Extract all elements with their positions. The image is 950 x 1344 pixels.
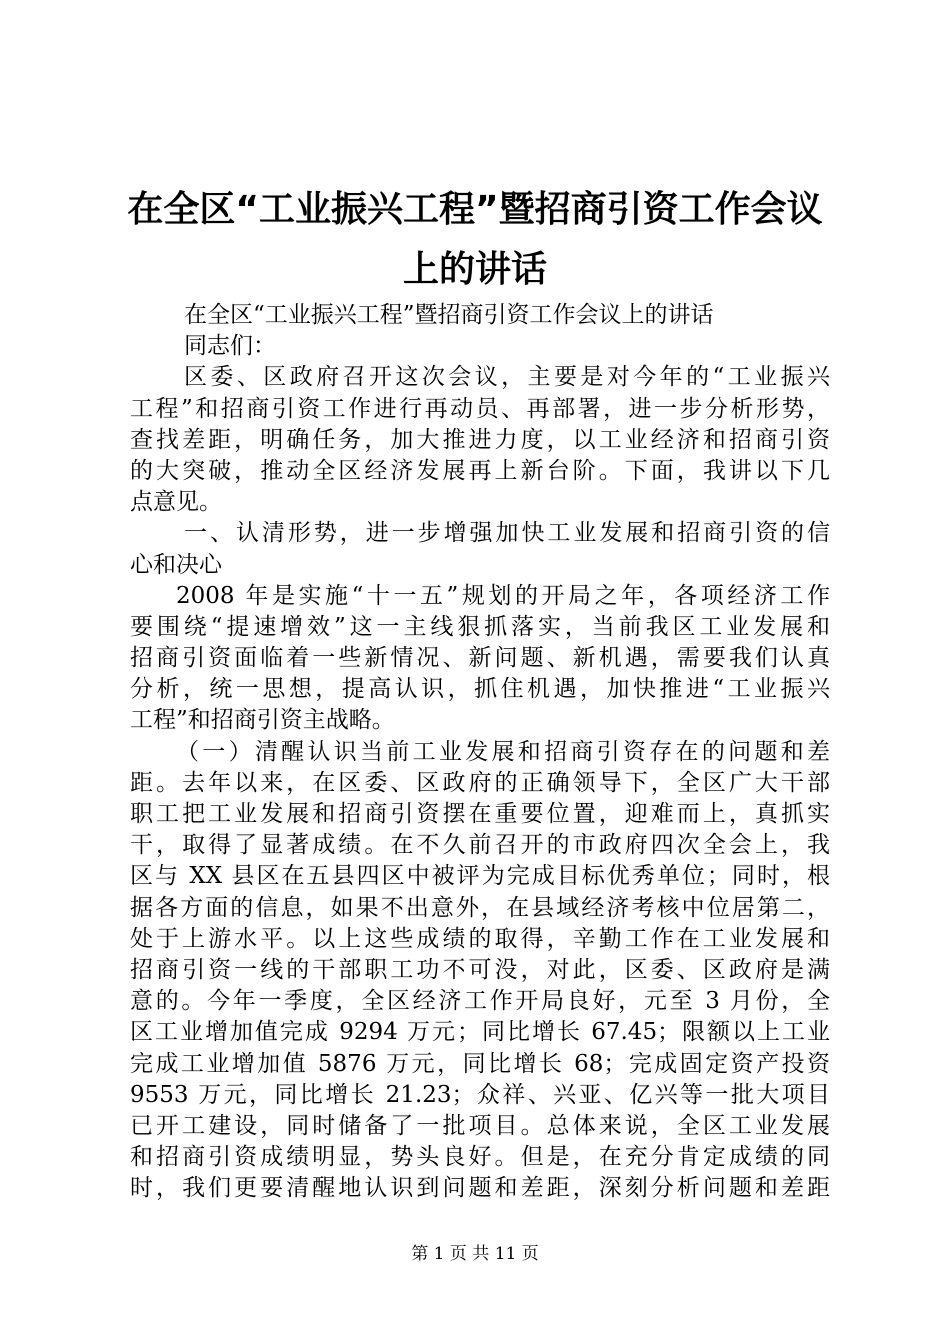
body-line: 区工业增加值完成 9294 万元；同比增长 67.45；限额以上工业 [130, 1019, 830, 1046]
body-line: 同志们： [184, 333, 276, 360]
body-line: 和招商引资成绩明显，势头良好。但是，在充分肯定成绩的同 [130, 1144, 830, 1171]
body-line: 已开工建设，同时储备了一批项目。总体来说，全区工业发展 [130, 1112, 830, 1139]
body-line: 干，取得了显著成绩。在不久前召开的市政府四次全会上，我 [130, 832, 830, 859]
body-line: 区与 XX 县区在五县四区中被评为完成目标优秀单位；同时，根 [130, 863, 830, 890]
body-line: 的大突破，推动全区经济发展再上新台阶。下面，我讲以下几 [130, 457, 830, 484]
document-title-line-2: 上的讲话 [402, 249, 547, 290]
body-line: 在全区“工业振兴工程”暨招商引资工作会议上的讲话 [184, 302, 714, 328]
body-line: 分析，统一思想，提高认识，抓住机遇，加快推进“工业振兴 [130, 676, 830, 703]
body-line: 据各方面的信息，如果不出意外，在县域经济考核中位居第二， [130, 894, 830, 921]
body-line: 查找差距，明确任务，加大推进力度，以工业经济和招商引资 [130, 426, 830, 453]
body-line: 处于上游水平。以上这些成绩的取得，辛勤工作在工业发展和 [130, 925, 830, 952]
body-line: 心和决心 [130, 551, 222, 578]
body-line: 职工把工业发展和招商引资摆在重要位置，迎难而上，真抓实 [130, 801, 830, 827]
body-line: 2008 年是实施“十一五”规划的开局之年，各项经济工作 [176, 582, 830, 609]
body-line: 招商引资面临着一些新情况、新问题、新机遇，需要我们认真 [130, 645, 830, 672]
body-line: 距。去年以来，在区委、区政府的正确领导下，全区广大干部 [130, 769, 830, 796]
body-line: 9553 万元，同比增长 21.23；众祥、兴亚、亿兴等一批大项目 [130, 1081, 830, 1108]
body-line: 点意见。 [130, 489, 222, 516]
body-line: 时，我们更要清醒地认识到问题和差距，深刻分析问题和差距 [130, 1175, 830, 1202]
page-number-footer: 第 1 页 共 11 页 [411, 1244, 539, 1264]
body-line: 意的。今年一季度，全区经济工作开局良好，元至 3 月份，全 [130, 988, 830, 1015]
body-line: （一）清醒认识当前工业发展和招商引资存在的问题和差 [176, 738, 830, 765]
body-line: 一、认清形势，进一步增强加快工业发展和招商引资的信 [184, 520, 830, 547]
document-body [130, 300, 830, 1204]
body-line: 要围绕“提速增效”这一主线狠抓落实，当前我区工业发展和 [130, 613, 830, 640]
body-line: 工程”和招商引资工作进行再动员、再部署，进一步分析形势， [130, 395, 830, 422]
body-line: 招商引资一线的干部职工功不可没，对此，区委、区政府是满 [130, 956, 830, 983]
body-line: 完成工业增加值 5876 万元，同比增长 68；完成固定资产投资 [130, 1050, 830, 1077]
body-line: 工程”和招商引资主战略。 [130, 707, 395, 734]
body-line: 区委、区政府召开这次会议，主要是对今年的“工业振兴 [184, 364, 830, 391]
document-title-line-1: 在全区“工业振兴工程”暨招商引资工作会议 [127, 189, 823, 230]
